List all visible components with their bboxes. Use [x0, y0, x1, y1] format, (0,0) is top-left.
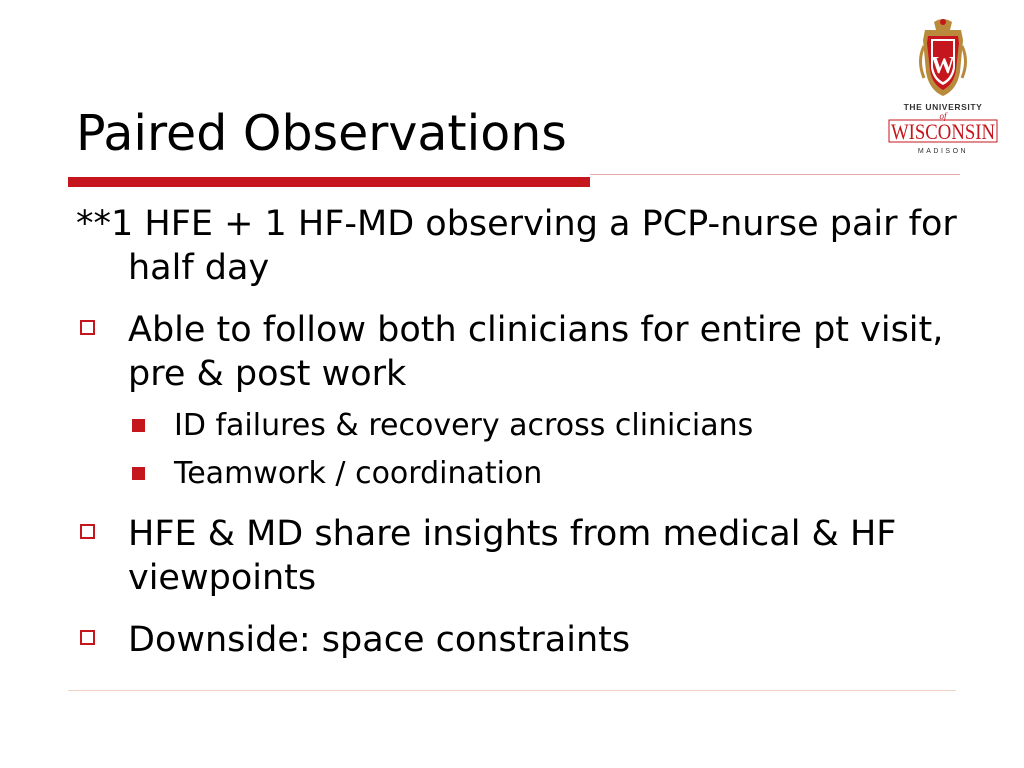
slide-title: Paired Observations — [76, 105, 567, 162]
bullet-item — [76, 512, 966, 600]
bullet-item — [76, 618, 966, 662]
svg-text:W: W — [931, 53, 955, 79]
filled-square-bullet-icon — [132, 467, 145, 480]
hollow-square-bullet-icon — [80, 630, 95, 645]
bullet-text: HFE & MD share insights from medical & HF viewpoints — [128, 514, 897, 598]
logo-name-text: WISCONSIN — [891, 119, 996, 144]
sub-bullet-item — [76, 456, 966, 492]
slide-body — [76, 202, 966, 662]
hollow-square-bullet-icon — [80, 524, 95, 539]
filled-square-bullet-icon — [132, 419, 145, 432]
footer-divider — [68, 690, 956, 691]
intro-text: **1 HFE + 1 HF-MD observing a PCP-nurse pair for half day — [76, 204, 957, 288]
title-underline-thick — [68, 177, 590, 187]
sub-bullet-item — [76, 408, 966, 444]
hollow-square-bullet-icon — [80, 320, 95, 335]
logo-upper-text: THE UNIVERSITY — [903, 102, 983, 112]
university-logo — [884, 16, 1002, 158]
logo-of-text: of — [939, 111, 947, 121]
bullet-text: Downside: space constraints — [128, 620, 631, 660]
sub-bullet-text: ID failures & recovery across clinicians — [174, 408, 754, 443]
logo-lower-text: MADISON — [917, 148, 969, 155]
bullet-item — [76, 308, 966, 396]
title-underline-thin — [590, 174, 960, 175]
crest-icon — [921, 19, 966, 96]
sub-bullet-text: Teamwork / coordination — [174, 456, 543, 491]
bullet-text: Able to follow both clinicians for entire pt visit, pre & post work — [128, 310, 944, 394]
